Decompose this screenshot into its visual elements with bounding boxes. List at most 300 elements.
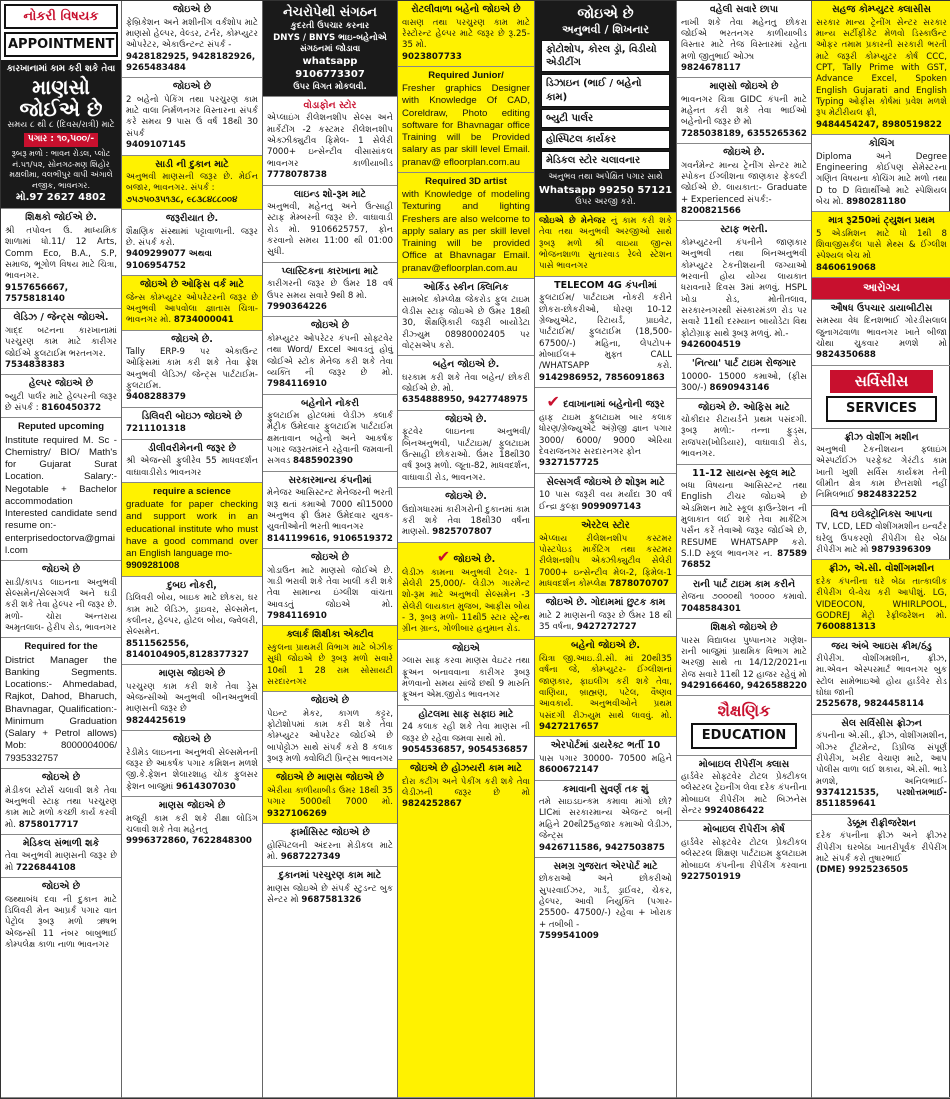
ad-phone: 8460619068 [816, 262, 876, 273]
ad-body: હાર્ડવેર સોફ્ટવેર ટોટલ પ્રેક્ટીકલ બ્લેસ્ટરલ ટ્રેઇનીંગ લેવા દરેક કંપનીના મોબાઇલ રીપેરીંગ માટે બિઝનેસ સેન્ટર [681, 772, 807, 817]
ad-body: ગ્લાસ સાફ કરવા માણસ વેઇટર તથા ફ્રૂઅન બનાવવાના કારીગર રૂબરૂ મળવાનો સમય સાંજે છથી 9 મારુતિ ફ્રૂઅન એમ.જીરોડ ભાવનગર [402, 656, 530, 701]
ad-body: અનુભવી માણસની જરૂર છે. મેઈન બજાર, ભાવનગર. સંપર્ક : [126, 172, 258, 194]
ad-refrigeration [812, 815, 950, 1098]
ad-phone: 9142986952, 7856091863 [539, 372, 665, 383]
column-1 [1, 1, 121, 1098]
ad-title: જોઇએ છે મેનેજર [539, 215, 606, 226]
ad-footwear [398, 411, 534, 488]
ad-watchman [677, 399, 811, 465]
ad-line: કુદરતી ઉપચાર કરનાર [290, 21, 370, 32]
ad-phone: 7226844108 [15, 862, 76, 873]
section-header-gujarati: સર્વિસીસ [830, 370, 933, 394]
ad-title: જોઇએ છે [172, 734, 212, 746]
ad-govt-company [263, 472, 397, 549]
ad-body: TV, LCD, LED વોશીંગમશીન ઇન્વર્ટર ઘરેલુ ઉપકરણો રીપેરીંગ ઘેર બેઠા રીપેરીંગ માટે મો [816, 522, 947, 555]
ad-newspaper-boys [677, 1, 811, 78]
ad-body: લેડીઝ કામના અનુભવી ટેલર- 1 સેલેરી 25,000/- લેડીઝ ગારમેન્ટ શો-રૂમ માટે અનુભવી સેલ્સમેન -3 સેલેરી લાયકાત મુજબ, આફીસ બોય - 3, રૂબરૂ મળો- 11થી5 સ્ટાર સ્ટ્રેન્થ ગ્રીન ગ્રાન્ડ, ગોળીબાર હનુમાન રોડ. [402, 567, 530, 635]
ad-phone: 2525678, 9824458114 [816, 699, 924, 710]
ad-body: graduate for paper checking and support work in an educational institute who must have a good command over an English language mo- [126, 499, 258, 560]
ad-title: માણસ જોઇએ છે [158, 800, 226, 812]
ad-phone: 9427272727 [576, 622, 637, 633]
section-header-gujarati: શૈક્ષણિક [717, 701, 771, 721]
ad-body: દરેક કંપનીના ફ્રીઝ અને ફ્રીઝર રીપેરીંગ ઘરબેઠા ખાતરીપૂર્વક રીપેરીંગ માટે સંપર્ક કરો તુષારભાઈ [816, 831, 947, 864]
ad-phone: 8734000041 [173, 315, 234, 326]
ad-saree-salesman [1, 561, 121, 638]
column-4 [397, 1, 534, 1098]
ad-phone: whatsapp 9106773307 [295, 56, 365, 81]
ad-body: ચિત્રા જી.આઇ.ડી.સી. માં 20થી35 વર્ષના જે, કોમ્પ્યુટર- ઈંગ્લીશનાં જાણકાર, ફાઇલીંગ કરી શકે તેવા, વાણિયા, બ્રાહ્મણ, પટેલ, વૈષ્ણવ આવકાર્ય. અનુભવીઓને પ્રથમ પસંદગી રીઝ્યુમ સાથે લાવવું. મો. [539, 653, 672, 721]
ad-title: વોડાફોન સ્ટોર [303, 99, 357, 111]
checkmark-icon: ✔ [436, 546, 451, 566]
ad-body: ભાવનગર ચિત્રા GIDC કંપની માટે મહેનત કરી શકે તેવા ભાઈઓ બહેનોની જરૂર છે મો [681, 94, 807, 128]
ad-phone: 9327157725 [539, 458, 599, 469]
ad-pharmacist [263, 824, 397, 867]
ad-body: બધા વિષયના આસિસ્ટન્ટ તથા English ટીચર જોઇએ છે એડમિશન માટે સ્કૂલ ફાઉન્ડેશન ની મુલાકાત લઈ શકે તેવા માર્કેટિંગ પર્સન કરેં તેવાઓ જરૂર જોઈએ છે, RESUME WHATSAPP કરો. S.I.D સ્કૂલ ભાવનગર ન. [681, 481, 807, 560]
ad-title: જોઇએ છે [41, 772, 81, 784]
ad-body: ગોડાઉન માટે માણસો જોઈએ છે. ગાડી ભરાવી શકે તેવા ખાલી કરી શકે તેવા સામાન્ય ઇંગ્લીશ વાંચતા આવડતું જોઇએ મો. [267, 565, 393, 610]
ad-women-gidc [535, 637, 676, 737]
ad-title: જોઇએ છે. ઓફિસ માટે [698, 401, 790, 413]
ad-body: રોજના ૭૦૦૦થી ૧૦૦૦૦ કમાવો. [681, 592, 807, 603]
ad-lic-agent [535, 781, 676, 858]
ad-title: મેડિકલ સંભાળી શકે [22, 837, 100, 849]
ad-title: ઓર્કિડ સ્કીન ક્લિનિક [423, 281, 509, 293]
ad-salesgirl [535, 474, 676, 517]
ad-phone: 9687227349 [280, 851, 341, 862]
ad-science-graduate [122, 483, 262, 577]
ad-bullet: હોસ્પિટલ કાર્યકર [541, 130, 670, 149]
ad-medical-manage [1, 835, 121, 878]
ad-time: સમય ૮ થી ૮ (દિવસ/રાત્રી) માટે [7, 119, 115, 130]
ad-craftsmen [398, 488, 534, 543]
ad-phone: 8160450372 [41, 403, 102, 414]
ad-body: Fresher graphics Designer with Knowledge Of CAD, Coreldraw, Photo editing software for Bhavnagar office Training will be Provided salary as par skill level Email. pranav@ efloorplan.com.au [402, 83, 530, 168]
ad-district-manager [1, 638, 121, 769]
ad-title: જોઇએ છે [310, 695, 350, 707]
ad-body: ઉદ્યોગધારમાં કારીગરોની દુકાનમાં કામ કરી શકે તેવા 18થી30 વર્ષના માણસો. [402, 504, 530, 538]
ad-body: રેડીમેડ લાઇનના અનુભવી સેલ્સમેનની જરૂર છે આકર્ષક પગાર કમિશન મળશે જી.કે.ફેશન શેલારશાહ ચોક ફુલસર ફેશન બાજુમાં [126, 747, 258, 792]
ad-body: હોસ્પિટલની અંદરના મેડીકલ માટે મો. [267, 840, 393, 862]
ad-title: વહેલી સવારે છાપા [709, 4, 779, 15]
ad-body: માટે 2 માણસની જરૂર છે ઉંમર 18 થી 35 વર્ષના, [539, 610, 672, 633]
ad-title: ડિલિવરી બોઇઝ જોઇએ છે [141, 410, 243, 422]
ad-title: વિશ્વ ઇલેક્ટ્રોનિક્સ આપના [830, 508, 933, 520]
column-3 [262, 1, 397, 1098]
ad-title: બહેનોને નોકરી [300, 397, 359, 409]
ad-line: ઉપર વિગત મોકલવી. [293, 81, 367, 92]
ad-phone: 9099097143 [581, 501, 642, 512]
ad-title: દુબઇ નોકરી, [167, 579, 217, 591]
ad-title: મોબાઇલ રીપેરીંગ ક્લાસ [698, 758, 790, 770]
ad-factory-workers [1, 60, 121, 209]
ad-body: નાખી શકે તેવા મહેનતુ છોકરા જોઈએ ભરતનગર કાળીયાબીડ વિસ્તાર માટે તેજ વિસ્તારમાં રહેતા મળો જીતુભાઈ ઓઝા [681, 17, 807, 62]
ad-body: ગાદ્દ બટનના કારખાનામાં પરચુરણ કામ માટે કારીગર જોઈએ ફુલટાઈમ ભરતનગર. [5, 325, 117, 359]
ad-phone: 9879396309 [871, 544, 932, 555]
ad-phone: 7984116910 [267, 610, 327, 621]
ad-title: રાની પાર્ટ ટાઇમ કામ કરીને [692, 578, 796, 590]
ad-medical-store [1, 769, 121, 835]
ad-ladies-gents [1, 309, 121, 375]
ad-body: એરીયા કાળીયાબીડ ઉમર 18થી 35 પગાર 5000થી 7000 મો. [267, 786, 393, 808]
ad-body: with Knowledge of modeling Texturing and lighting Freshers are also welcome to apply salary as per skill level Training will be provided Office at Bhavnagar Email. pranav@efloorplan.com.au [402, 189, 530, 274]
ad-body: ચોકીદાર રીટાયર્ડને પ્રથમ પસંદગી. રૂબરૂ મળો:- તન્ના ફુડ્સ, રાજપરા(ખોડિયાર), વાઘાવાડી રોડ, ભાવનગર. [681, 415, 807, 460]
ad-line: DNYS / BNYS ભાઇ-બહેનોએ [273, 32, 387, 43]
ad-body: શૈક્ષણિક સંસ્થામાં પટ્ટાવાળાની. જરૂર છે. સંપર્ક કરો. [126, 226, 258, 248]
ad-title: ક્લાર્ક શિક્ષીકા એક્ટીવ [286, 629, 374, 641]
ad-phone: 9023807733 [402, 51, 462, 62]
ad-body: પેઇન્ટ મેકર, કાગળ કટ્ટર, ફોટોશોપમાં કામ કરી શકે તેવા કોમ્પ્યુટર ઓપરેટર જોઈએ છે બાપોટ્ટોઝ સાથે સંપર્ક કરો 8 કલાક રૂબરૂ મળો ક્વોલિટી પ્રિન્ટ્સ ભાવનગર [267, 708, 393, 765]
ad-body: સ્કુલના પ્રાથમરી વિભાગ માટે બેઝીક સુધી જોઇએ છે રૂબરૂ મળો સવારે 10થી 1 28 રામ સોસાયટી સરદારનગર [267, 642, 393, 687]
ad-title: નેચરોપેથી સંગઠન [283, 5, 377, 20]
ad-body: District Manager the Banking Segments. Locations:- Ahmedabad, Rajkot, Dahod, Bharuch, Bhavnagar, Qualification:- Minimum Graduation (Salary + Petrol allows) Mob: 8000004006/ 7935332757 [5, 654, 117, 764]
ad-dubai-job [122, 577, 262, 666]
ad-title: જરૂરીયાત છે. [165, 213, 219, 225]
ad-godown [263, 549, 397, 626]
ad-title: સહજ કોમ્પ્યુટર ક્લાસીસ [831, 4, 931, 15]
ad-delivery-boys [122, 408, 262, 440]
ad-body: 5 એડમિશન માટે ધો 1થી 8 શિવાજીસર્કલ પાસે મેથ્સ & ઈંગ્લીશ સ્પેશ્યલ બેચ મો [816, 228, 947, 262]
ad-deliveryman-agency [122, 440, 262, 483]
section-header-english: SERVICES [826, 396, 937, 421]
ad-phone: 9824425619 [126, 715, 186, 726]
ad-body: ફેબ્રિકેશન અને મશીનીંગ વર્કશોપ માટે માણસો હેલ્પર, વેલ્ડર, ટર્નર, કોમ્પ્યુટર ઓપરેટર, એકાઉન્ટન્ટ સંપર્ક - [126, 17, 258, 51]
ad-body: કોમ્પ્યુટરની કંપનીને જાણકાર અનુભવી તથા બિનઅનુભવી કોમ્પ્યુટર ટેકનીશયની જગ્યાઓ ભરવાની હોય યોગ્ય લાયકાત ધરાવનારે દિવસ 3માં મળવું. HSPL ખોડા રોડ, મોતીતલાવ, સરકારનગરથી સંસ્કારમંડળ રોડ પર સવારે 11થી દરમ્યાન બાયોડેટા વિથ ફોટોગ્રાફ સાથે રૂબરૂ મળવું. મો.- [681, 237, 807, 339]
ad-phone: 9327106269 [267, 808, 327, 819]
ad-ladies-tailor [398, 543, 534, 640]
column-5 [534, 1, 676, 1098]
ad-title: જોઇએ છે ઓફિસ વર્ક માટે [140, 278, 244, 290]
ad-body: મેનેજર આસિસ્ટન્ટ મેનેજરની ભરતી શરૂ થતાં કમાઓ 7000 થી15000 અનુભવ ફ્રી ઉંમર ઉમેદવાર યુવક- યુવતીઓની ભરતી ભાવનગર [267, 488, 393, 533]
ad-title: લાઇન્ડ શો-રૂમ માટે [293, 188, 367, 200]
ad-phone: 7878070707 [609, 578, 670, 589]
ad-phone: 8758017717 [18, 819, 79, 830]
ad-coaching [812, 135, 950, 212]
ad-title: Reputed upcoming [17, 421, 105, 433]
ad-phone: 9409299077 અથવા 9106954752 [126, 249, 212, 271]
ad-body: અનુભવી ટેકનીશયન ફ્લાઇંગ એસ્પર્ટાઈઝ પરફેક્ટ ગેરંટીડ કામ ખાતી ખુશી સર્વિસ કાર્યક્રમ તેની લીમીત ક્ષેત્ર કામ છેતરાશો નહીં નિમિલભાઈ [816, 445, 947, 501]
ad-body: ફૂટવેર લાઇનના અનુભવી/ બિનઅનુભવી, પાર્ટટાઇમ/ ફુલટાઇમ ઉત્સાહી છોકરાઓ. ઉંમર 18થી30 વર્ષ રૂબરૂ મળો. જૂતા-82, માધવદર્શન, વાઘાવાડી રોડ, ભાવનગર. [402, 427, 530, 483]
ad-title: ડેક્કૂમ રીફ્રીજરેશન [846, 817, 917, 829]
ad-maid [398, 356, 534, 411]
ad-teachers [1, 209, 121, 309]
ad-phone: 87589 76852 [681, 549, 807, 571]
ad-body: સમસ્યા વેધ દિનશભાઈ ગોરડીસલાલ જુનાગઢવાળા ભાવનગર ખાતે બીજા ચોથા ચુકવાર મળશે મો [816, 316, 947, 349]
ad-subtitle: અનુભવી / શિખનાર [562, 23, 649, 37]
ad-phone: 9374121535, પરશોત્તમભાઈ- 8511859641 [816, 788, 947, 810]
ad-delivery-man [1, 878, 121, 1098]
ad-body: ડિલિવરી બોય, બાઇક માટે છોકરા, ઘર કામ માટે લેડિઝ, ડ્રાઇવર, સેલ્સમેન, કલીનર, હેલ્પર, હોટલ બોય, જ્વેલરી, સેલ્સમેન. [126, 593, 258, 638]
ad-title: સેલ્સગર્લ જોઇએ છે શોરૂમ માટે [546, 476, 665, 488]
ad-title: જોઇએ છે હોઝયરી કામ માટે [410, 763, 522, 775]
health-section-header: આરોગ્ય [812, 278, 950, 300]
ad-women-jobs [263, 395, 397, 472]
ad-body: નું કામ કરી શકે તેવા તથા અનુભવી અરજીઓ સાથે રૂબરૂ મળો શ્રી વાઇયા જીન્સ ભોજનશાળા સુતારવાડ રેલ્વે સ્ટેશન પાસે ભાવનગર [539, 215, 672, 272]
ad-body: વાસણ તથા પરચુરણ કામ માટે રેસ્ટોરન્ટ હેલ્પર માટે જરૂર છે રૂ.25- 35 મો. [402, 17, 530, 51]
ad-title: બહેનો જોઇએ છે. [571, 640, 640, 652]
ad-fabrication [122, 1, 262, 78]
ad-airport-direct [535, 737, 676, 780]
ad-phone: 7600881313 [816, 622, 876, 633]
ad-title: Required 3D artist [425, 175, 507, 187]
ad-body: દરેક કંપનીના ઘરે બેઠા તાત્કાલીક રીપેરીંગ લે-વેચ કરી આપીશું. LG, VIDEOCON, WHIRLPOOL, GODREJ મેટ્રો રેફ્રીજરેશન મો. [816, 576, 947, 621]
ad-clinic-women [535, 388, 676, 474]
ad-title: જોઇએ છે [310, 320, 350, 332]
ad-footer: અનુભવ તથા અપેક્ષિત પગાર સાથે [548, 172, 663, 183]
ad-body: હાર્ડવેર સોફ્ટવેર ટોટલ પ્રેક્ટીકલ બ્લેસ્ટરલ શિક્ષણ પાર્ટટાઇમ ફુલટાઇમ મોબાઇલ કંપનીના રીપેરીંગ કરવાના [681, 837, 807, 871]
ad-title: લેડિઝ / જેન્ટ્સ જોઇએ. [13, 312, 109, 324]
ad-body: મેડીકલ સ્ટોર્સ ચલાવી શકે તેવા અનુભવી સ્ટાફ તથા પરચુરણ કામ માટે મળો કચ્છી કાર્ય કરવી મો. [5, 785, 117, 830]
ad-body: 2 બહેનો પેકિંગ તથા પરચુરણ કામ માટે વાલા નિર્મળનગર વિસ્તારના સંપર્ક કરે સમય 9 પાસ ઉ વર્ષ 18થી 30 સંપર્ક [126, 94, 258, 139]
ad-clerk-teacher [263, 626, 397, 692]
ad-computer-operator [263, 317, 397, 394]
ad-fridge-washing [812, 429, 950, 506]
ad-title: પ્લાસ્ટિકના કારખાના માટે [281, 265, 379, 277]
ad-phone: 9227501919 [681, 871, 741, 882]
ad-phone: 6354888950, 9427748975 [402, 395, 528, 406]
ad-phone: 8485902390 [293, 456, 353, 467]
education-section-header [677, 696, 811, 755]
ad-phone: 9996372860, 7622848300 [126, 836, 252, 847]
ad-phone: 9909281008 [126, 560, 180, 572]
ad-showroom [263, 186, 397, 263]
ad-readymade [122, 731, 262, 797]
ad-title: જય અંબે આઇસ ક્રીમ/ઠંડુ [831, 640, 932, 652]
ad-part-time-work [677, 576, 811, 619]
ad-title: 'નિત્યા' પાર્ટ ટાઇમ રોજગાર [691, 358, 797, 370]
ad-skin-clinic [398, 279, 534, 356]
ad-naturopathy [263, 1, 397, 97]
ad-phone: 9426711586, 9427503875 [539, 842, 665, 853]
ad-phone: 8980281180 [846, 196, 906, 207]
ad-top-line: કારખાનામાં કામ કરી શકે તેવા [6, 64, 116, 74]
ad-title: માણસ જોઇએ છે [158, 668, 226, 680]
ad-title: સ્ટાફ ભરતી. [720, 224, 768, 236]
ad-body: સાડી/કાપડ લાઇનના અનુભવી સેલ્સમેન/સેલ્સગર્લ અને ઘડી કરી શકે તેવા હેલ્પર ની જરૂર છે. મળો- ચોરા અન્તરાય અમૃતલાલ- હેરીપ રોડ, ભાવનગર [5, 577, 117, 634]
ad-body: પરચુરણ કામ કરી શકે તેવા ડ્રેસ એજન્સીઓ અનુભવી બીનઅનુભવી માણસની જરૂર છે [126, 681, 258, 715]
ad-phone: 7534838383 [5, 359, 65, 370]
ad-body: કોમ્પ્યુટર ઓપરેટર કંપની સોફ્ટવેર તથા Word/ Excel આવડતું હોવું જોઈએ સ્ટોક મેનેજ કરી શકે તેવા વ્યક્તિ ની જરૂર છે મો. [267, 333, 393, 378]
ad-title: માણસો જોઇએ છે [709, 81, 779, 93]
ad-body: જેન્સ કોમ્પ્યુટર ઓપરેટરની જરૂર છે અનુભવી આપવોલા જ્ઞાતાસ ચિત્રા-ભાવનગર મો. [126, 292, 258, 326]
ad-line: સંગઠનમાં જોડાવા [299, 43, 361, 54]
ad-diabetes [812, 300, 950, 366]
ad-shop-helper [263, 867, 397, 1098]
ad-dress-agency [122, 665, 262, 731]
ad-title: Required Junior/ [428, 69, 504, 81]
ad-title: દવાખાનામાં બહેનોની જરૂર [563, 398, 665, 410]
ad-paint-maker [263, 692, 397, 769]
ad-phone: 9429166460, 9426588220 [681, 680, 807, 691]
ad-body: 10000- 15000 કમાઓ, (ફીસ 300/-) [681, 371, 807, 394]
ad-title: એરપોર્ટમાં ડાયરેક્ટ ભર્તી 10 [550, 740, 661, 752]
ad-hosiery [398, 760, 534, 1098]
ad-body: બ્યુટી પાર્લર માટે હેલ્પરની જરૂર છે સંપર્ક : [5, 391, 117, 414]
ad-title: મોબાઇલ રીપેરીંગ કોર્ષ [703, 824, 785, 836]
ad-phone: 8200821566 [681, 206, 741, 217]
ad-teachers-school [677, 619, 811, 696]
ad-telecom [535, 277, 676, 388]
ad-phone: 8690943146 [709, 383, 770, 394]
section-header-english: EDUCATION [691, 723, 797, 748]
ad-phone: (DME) 9925236505 [816, 865, 909, 876]
ad-vodafone [263, 97, 397, 186]
ad-phone: 7990364226 [267, 301, 327, 312]
ad-phone: ૭૫૭૫૦૩૫૧૩૮, ૯૮૩૮૪૮૮૦૦૪ [126, 194, 238, 205]
ad-body: હાફ ટાઇમ ફુલટાઇમ બાર કલાક ધોરણ/ગ્રેજ્યુએટ અંગ્રેજી જ્ઞાન પગાર 3000/ 6000/ 9000 એરિયા દેવરાજનગર સરદારનગર ફોન [539, 413, 672, 458]
ad-title: બહેન જોઇએ છે. [432, 359, 500, 371]
ad-body: મજૂરી કામ કરી શકે રીક્ષા લોડિંગ ચલાવી શકે તેવા મહેનતુ [126, 813, 258, 835]
ad-body: ગવર્નમેન્ટ માન્ય ટ્રેનીંગ સેન્ટર માટે સ્પોકન ઈંગ્લીશના જાણકાર ફેકલ્ટી જોઈએ છે. લાયકાત:- Graduate + Experienced સંપર્ક:- [681, 160, 807, 205]
ad-title: require a science [153, 485, 231, 497]
ad-computer-classes [812, 1, 950, 135]
ad-airtel-store [535, 517, 676, 594]
ad-mobile-repair-class [677, 756, 811, 822]
ad-science-school [677, 465, 811, 576]
ad-phone: 9614307030 [175, 781, 236, 792]
ad-title: જોઇએ છે [41, 881, 81, 893]
ad-phone: 7778078738 [267, 170, 327, 181]
ad-title: Required for the [24, 641, 98, 653]
ad-body: શ્રી એજન્સી ફુલીરેવ 55 માધવદર્શન વાઘાવાડીરોડ ભાવનગર [126, 456, 258, 478]
ad-body: શ્રી તપોવન ઉ. માધ્યમિક શાળામાં ધો.11/ 12 Arts, Comm Eco, B.A., S.P, સમાજ, ભૂગોળ વિષય માટે ચિત્રા, ભાવનગર. [5, 225, 117, 282]
ad-body: ફુલટાઈમ/ પાર્ટટાઇમ નોકરી કરીને છોકરા-છોકરીઓ, ધોરણ 10-12 ગ્રેજ્યુએટ, રિટાયર્ડ, પ્રાઇવેટ, પાર્ટટાઈમ/ ફુલટાઈમ (18,500- 67500/-) મહિના, લેપટોપ+ મોબાઈલ+ મુફ્ત CALL /WHATSAPP કરો. [539, 293, 672, 372]
ad-bullet: બ્યુટી પાર્લર [541, 109, 670, 128]
section-header-appointment: APPOINTMENT [4, 32, 118, 57]
ad-phone: 7048584301 [681, 603, 741, 614]
ad-title: ફાર્માસિસ્ટ જોઇએ છે [290, 827, 370, 839]
ad-saree-shop [122, 156, 262, 211]
ad-body: દોરા કટીંગ અને પેકીંગ કરી શકે તેવા લેડીઝની જરૂર છે મો [402, 776, 530, 799]
ad-title: જોઇએ છે [172, 81, 212, 93]
ad-body: કંપનીના એ.સી., ફ્રીઝ, વોશીંગમશીન, ગીઝર ટ્રીટમેન્ટ, ડિપ્રીજ સંપૂર્ણ રીપેરીંગ, ખરીદ વેચાણ માટે, આપ પોલીસ વાળા લઈ શકાય, એ.સી. ભાડે મળશે, અનિલભાઈ- [816, 731, 947, 787]
ad-phone: 9824350688 [816, 350, 876, 361]
ad-title: કમાવાની સુવર્ણ તક શું [562, 783, 649, 795]
ad-phone: 9824678117 [681, 62, 741, 73]
ad-body: પાસ પગાર 30000- 70500 મહિને [539, 753, 672, 764]
ad-phone: 8600672147 [539, 765, 599, 776]
ad-title: હોટલમા સાફ સફાઇ માટે [418, 708, 514, 720]
ad-body: એપ્લાય રીલેશનશીપ કસ્ટમર પોસ્ટપેઇડ માર્કેટિંગ તથા કસ્ટમર રીલેશનશીપ એક્ઝીક્યુટીવ સેલેરી 7000+ ઇન્સેન્ટીવ મેલ-2, ફિમેલ-1 માધવદર્શન કોમ્પ્લેક્ષ [539, 533, 672, 589]
ad-roti-women [398, 1, 534, 67]
ad-gujarat-airport [535, 858, 676, 1098]
ad-labour [122, 797, 262, 1098]
ad-phone: 8511562556, 8140104905,8128377327 [126, 638, 249, 660]
ad-title: જોઇએ છે [310, 552, 350, 564]
ad-experienced-trainee [535, 1, 676, 213]
ad-title: સાડી ની દુકાન માટે [155, 158, 229, 170]
ad-title: ડીલીવરીમેનની જરૂર છે [148, 442, 236, 454]
ad-body: સામબેદ કોમ્પ્લેક્ષ જેકરોડ ફુલ ટાઇમ લેડીસ સ્ટાફ જોઇએ છે ઉમર 18થી 30, શૈક્ષણિકારી જરૂરી બાયોડેટા રીઝ્યુમ 08980002405 પર વોટ્સએપ કરો. [402, 295, 530, 351]
ad-gidc-workers [677, 78, 811, 144]
ad-body: જથ્થાબંધ દવા ની દુકાન માટે ડિલિવરી મેન આપ્રર્ક પગાર વાત પેટ્રોલ રૂબરૂ મળો ઋષભ એજન્સી 11 નંબર બાબુભાઈ કોમ્પલેક્ષ કાળા નાળા ભાવનગર [5, 894, 117, 951]
ad-title: જોઇએ છે. [445, 491, 487, 502]
ad-phone: 7211101318 [126, 424, 186, 435]
ad-body: અનુભવી, મહેનતુ અને ઉત્સાહી સ્ટાફ મેમ્બરની જરૂર છે. વાઘાવાડી રોડ મો. 9106625757, ફોન કરવાનો સમય 11:00 થી 01:00 સુધી. [267, 202, 393, 258]
ad-phone: 9687581326 [301, 895, 362, 906]
ad-3d-artist [398, 173, 534, 279]
ad-phone: 7984116910 [267, 379, 327, 390]
ad-reputed-institute [1, 418, 121, 561]
ad-phone: 9428182925, 9428182926, 9265483484 [126, 51, 256, 73]
ad-phone: 9054536857, 9054536857 [402, 744, 528, 755]
ad-title: રોટલીવાળા બહેનો જોઇએ છે [411, 4, 521, 15]
ad-vishwa-electronics [812, 506, 950, 561]
ad-title: જોઇએ [452, 642, 480, 654]
ad-packing-women [122, 78, 262, 155]
ad-body: તમે સાઇડઇન્કમ કમાવા માંગો છો? LICમાં સરકારમાન્ય એજન્ટ બની મહિને 20થી25હજાર કમાઓ લેડીઝ, જેન્ટ્સ [539, 797, 672, 842]
ad-peon [122, 210, 262, 276]
ad-phone: 9157656667, 7575818140 [5, 282, 69, 304]
ad-body: 24 કલાક રહી શકે તેવા માણસ ની જરૂર છે રહેવા જમવા સાથે મો. [402, 722, 530, 744]
ad-email: enterprisedoctorva@gmail.com [5, 532, 115, 556]
ad-title: શિક્ષકો જોઇએ છે [710, 622, 778, 633]
ad-title: એરટેલ સ્ટોર [581, 519, 630, 531]
ad-body: કારીગરની જરૂર છે ઉંમર 18 વર્ષ ઉપર સમય સવારે 9થી 8 મો. [267, 279, 393, 301]
column-7 [811, 1, 950, 1098]
ad-body: તેવા અનુભવી માણસની જરૂર છે મો [5, 851, 117, 873]
services-section-header [812, 366, 950, 429]
ad-title: TELECOM 4G કંપનીમાં [554, 279, 657, 291]
ad-title: શિક્ષકો જોઈએ છે. [25, 212, 97, 224]
ad-fridge-ac [812, 560, 950, 637]
ad-title: સેલ સર્વિસીસ ફ્રોઝ્ન [841, 717, 922, 729]
ad-tuition [812, 212, 950, 278]
ad-body: સરકાર માન્ય ટ્રેનીંગ સેન્ટર સરકાર માન્ય સર્ટીફીકેટ મેળવો ડિસ્કાઉન્ટ ઓફર તમામ પ્રકારની સરકારી ભરતી માટે જરૂરી કોમ્પ્યુટર કોર્ષ CCC, CPT, Tally Prime with GST, Advance Excel, Spoken English Gujarati and English Typing ઓફીસ કોર્ષમાં પ્રવેશ મળશે રૂપ મેટીરીયલ ફ્રી, [816, 17, 947, 119]
ad-body: રીપેરીંગ. વોશીંગમશીન, ફ્રીઝ, મા.એવન એસ્પરમાર્ટ ભાવનગર બુક સ્ટોલ સામેભાઇઓ હોય હાર્ડવેર રોડ ઘોઘા જાની [816, 654, 947, 699]
ad-tally [122, 331, 262, 408]
ad-title: ફ્રીઝ, એ.સી. વોશીંગમશીન [828, 563, 935, 575]
ad-title: માત્ર રૂ250માં ટ્યુશન પ્રથમ [828, 215, 935, 227]
ad-phone: 7285038189, 6355265362 [681, 128, 807, 139]
column-6 [676, 1, 811, 1098]
ad-title: દુકાનમાં પરચુરણ કામ માટે [278, 870, 382, 882]
ad-jay-ambe [812, 638, 950, 715]
ad-body: ઘરકામ કરી શકે તેવા બહેન/ છોકરી જોઈએ છે. મો. [402, 372, 530, 395]
ad-title: સરકારમાન્ય કંપનીમાં [288, 474, 372, 486]
ad-bullet: ફોટોશોપ, કોરલ ડ્રૉ, વિડીયો એડીટીંગ [541, 40, 670, 72]
ad-plastic-factory [263, 263, 397, 318]
ad-phone: 9409107145 [126, 140, 186, 151]
ad-mobile-repair-course [677, 821, 811, 1098]
checkmark-icon: ✔ [546, 391, 560, 411]
ad-phone: 9484454247, 8980519822 [816, 119, 942, 130]
ad-body: એપ્લાઇંગ રીલેશનશીપ સેલ્સ અને માર્કેટીંગ -2 કસ્ટમર રીલેશનશીપ એક્ઝીક્યુટીવ ફિમેલ- 1 સેલેરી 7000+ ઇન્સેન્ટીવ વીસાસાંકલ ભાવનગર કાળીયાબીડ [267, 113, 393, 169]
ad-phone: 9426004519 [681, 340, 741, 351]
ad-body: માણસ જોઇએ છે સંપર્ક સ્ટુડન્ટ બુક સેન્ટર મો [267, 883, 393, 906]
ad-title: કોચિંગ [868, 137, 895, 149]
ad-phone: મો.97 2627 4802 [16, 192, 106, 204]
ad-title: જોઇએ છે [577, 6, 634, 22]
ad-body: Diploma અને Degree Engineering કોઈપણ સેમેસ્ટરના ગણિત વિષયના કોચિંગ માટે મળો તથા D to D વિદ્યાર્થીઓ માટે સ્પેશિયલ બેચ મો. [816, 151, 947, 207]
ad-body: Institute required M. Sc -Chemistry/ BIO/ Math's for Gujarat Surat Location. Salary:- Negotable + Bachelor accommodation Interested candidate send resume on:- [5, 434, 117, 532]
column-2 [121, 1, 262, 1098]
ad-title: જોઇએ છે માણસ જોઇએ છે [276, 772, 384, 784]
ad-title: જોઇએ છે. [171, 333, 213, 345]
ad-body: રૂબરૂ મળો : ભાવન રોડલ, પ્લોટ નં.૫૧/૫૨, સોનગઢ-મણ શિહોર મક્ષલીમા, વલભીપુર વાપી અંગાલે નજીક, ભાવનગર. [9, 148, 113, 190]
ad-nitya-parttime [677, 355, 811, 398]
ad-title: જોઇએ છે. [723, 147, 765, 159]
ad-phone: 9408288379 [126, 392, 186, 403]
ad-body: 10 પાસ જરૂરી વય મર્યાદા 30 વર્ષ ઈન્દ્રા કુલ્ફા [539, 490, 672, 512]
ad-title: હેલ્પર જોઇએ છે [28, 378, 94, 390]
ad-title: જોઇએ છે. [445, 413, 487, 425]
ad-bullet: ડિઝાઇન (ભાઈ / બહેનો કામ) [541, 74, 670, 106]
ad-staff-recruitment [677, 221, 811, 355]
ad-title: જોઇએ છે. [453, 553, 496, 565]
ad-phone: 9825707807 [432, 527, 493, 538]
ad-man-wanted [263, 769, 397, 824]
ad-headline: માણસો જોઈએ છે [19, 74, 103, 121]
